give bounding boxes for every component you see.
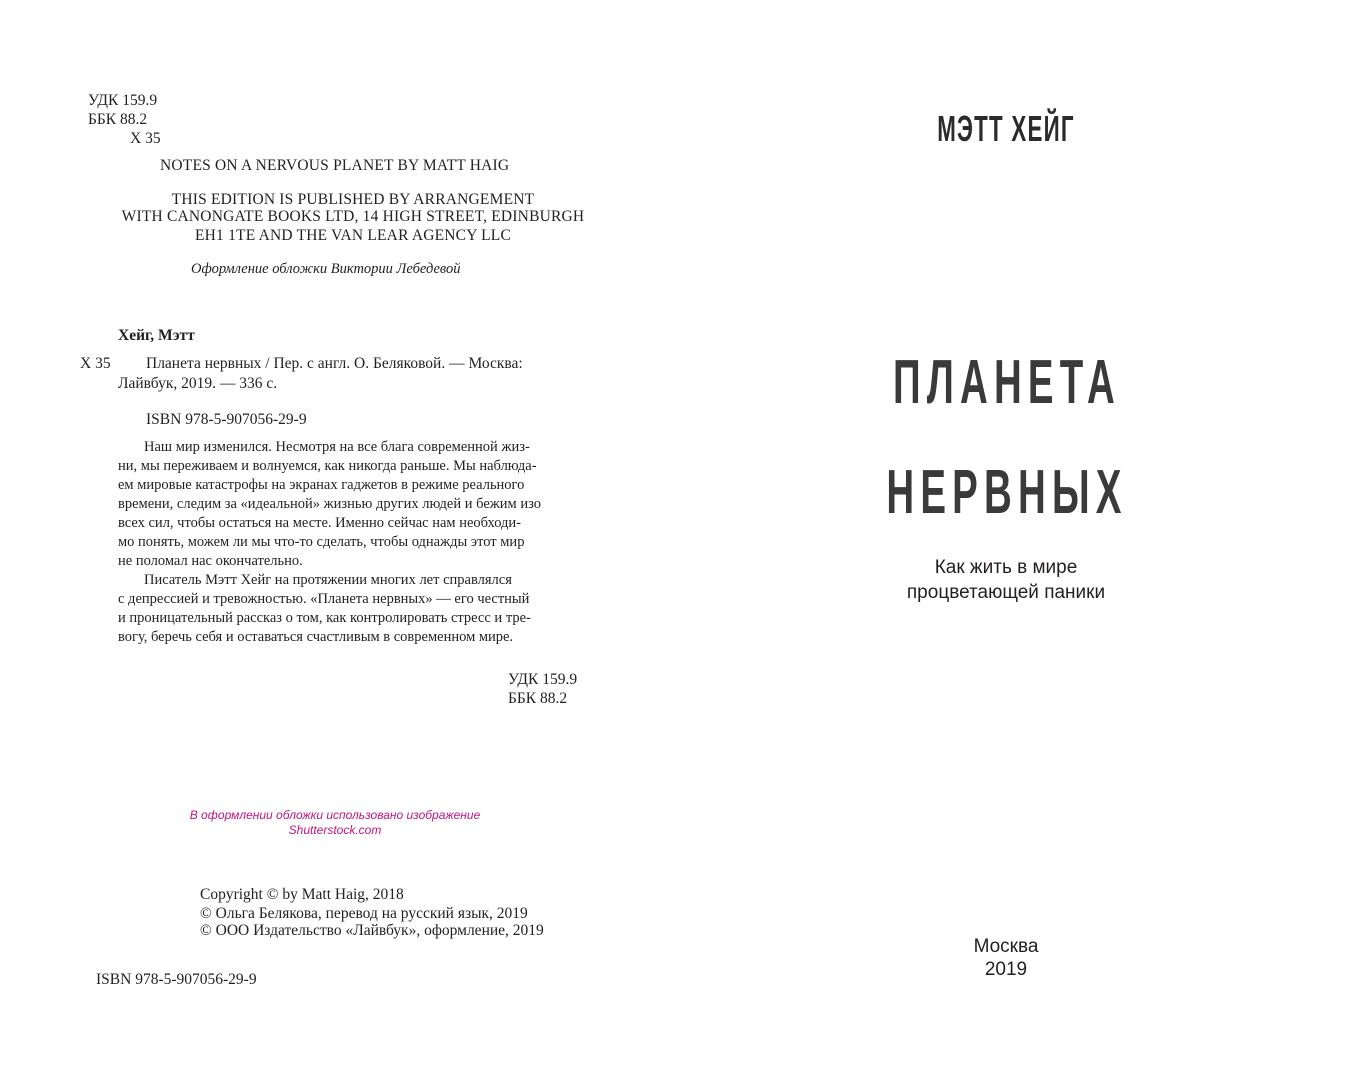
annotation-line: с депрессией и тревожностью. «Планета нервных» — его честный	[118, 591, 530, 607]
udk-bottom: УДК 159.9	[508, 671, 578, 688]
copyright-line-1: Copyright © by Matt Haig, 2018	[200, 886, 404, 903]
annotation-line: ни, мы переживаем и волнуемся, как никогда раньше. Мы наблюда-	[118, 458, 537, 474]
copyright-line-3: © ООО Издательство «Лайвбук», оформление, 2019	[200, 922, 544, 939]
annotation-line: вогу, беречь себя и оставаться счастливым в современном мире.	[118, 629, 514, 645]
original-title: NOTES ON A NERVOUS PLANET BY MATT HAIG	[160, 157, 510, 174]
arrangement-line-2: WITH CANONGATE BOOKS LTD, 14 HIGH STREET, EDINBURGH	[121, 208, 585, 225]
author-mark: Х 35	[130, 130, 161, 147]
subtitle-line-1: Как жить в мире	[934, 557, 1078, 578]
image-credit-line-1: В оформлении обложки использовано изображение	[189, 808, 481, 822]
author-name: МЭТТ ХЕЙГ	[937, 108, 1075, 149]
arrangement-line-1: THIS EDITION IS PUBLISHED BY ARRANGEMENT	[171, 191, 535, 208]
author-heading: Хейг, Мэтт	[118, 327, 195, 344]
annotation-line: Наш мир изменился. Несмотря на все блага современной жиз-	[144, 439, 530, 455]
bbk-bottom: ББК 88.2	[508, 690, 568, 707]
udk-code: УДК 159.9	[88, 92, 158, 109]
annotation-line: всех сил, чтобы остаться на месте. Именно сейчас нам необходи-	[118, 515, 521, 531]
publication-year: 2019	[984, 959, 1028, 980]
bbk-code: ББК 88.2	[88, 111, 148, 128]
annotation	[118, 438, 588, 647]
arrangement-line-3: EH1 1TE AND THE VAN LEAR AGENCY LLC	[195, 227, 511, 244]
subtitle-line-2: процветающей паники	[906, 582, 1106, 603]
annotation-line: Писатель Мэтт Хейг на протяжении многих лет справлялся	[144, 572, 512, 588]
annotation-line: ем мировые катастрофы на экранах гаджетов в режиме реального	[118, 477, 525, 493]
isbn-bottom: ISBN 978-5-907056-29-9	[96, 971, 257, 988]
annotation-line: времени, следим за «идеальной» жизнью других людей и бежим изо	[118, 496, 541, 512]
catalog-code: Х 35	[80, 355, 111, 372]
bibliographic-line-1: Планета нервных / Пер. с англ. О. Беляковой. — Москва:	[146, 355, 523, 372]
publisher-city: Москва	[973, 936, 1039, 957]
title-line-1: ПЛАНЕТА	[893, 348, 1121, 417]
copyright-line-2: © Ольга Белякова, перевод на русский язык, 2019	[200, 905, 528, 922]
cover-design-credit: Оформление обложки Виктории Лебедевой	[191, 261, 461, 277]
title-line-2: НЕРВНЫХ	[886, 458, 1128, 527]
image-credit-line-2: Shutterstock.com	[288, 823, 382, 837]
bibliographic-line-2: Лайвбук, 2019. — 336 с.	[118, 375, 278, 392]
annotation-line: не поломал нас окончательно.	[118, 553, 303, 569]
annotation-line: и проницательный рассказ о том, как контролировать стресс и тре-	[118, 610, 531, 626]
annotation-line: мо понять, можем ли мы что-то сделать, чтобы однажды этот мир	[118, 534, 525, 550]
isbn-inline: ISBN 978-5-907056-29-9	[146, 411, 307, 428]
